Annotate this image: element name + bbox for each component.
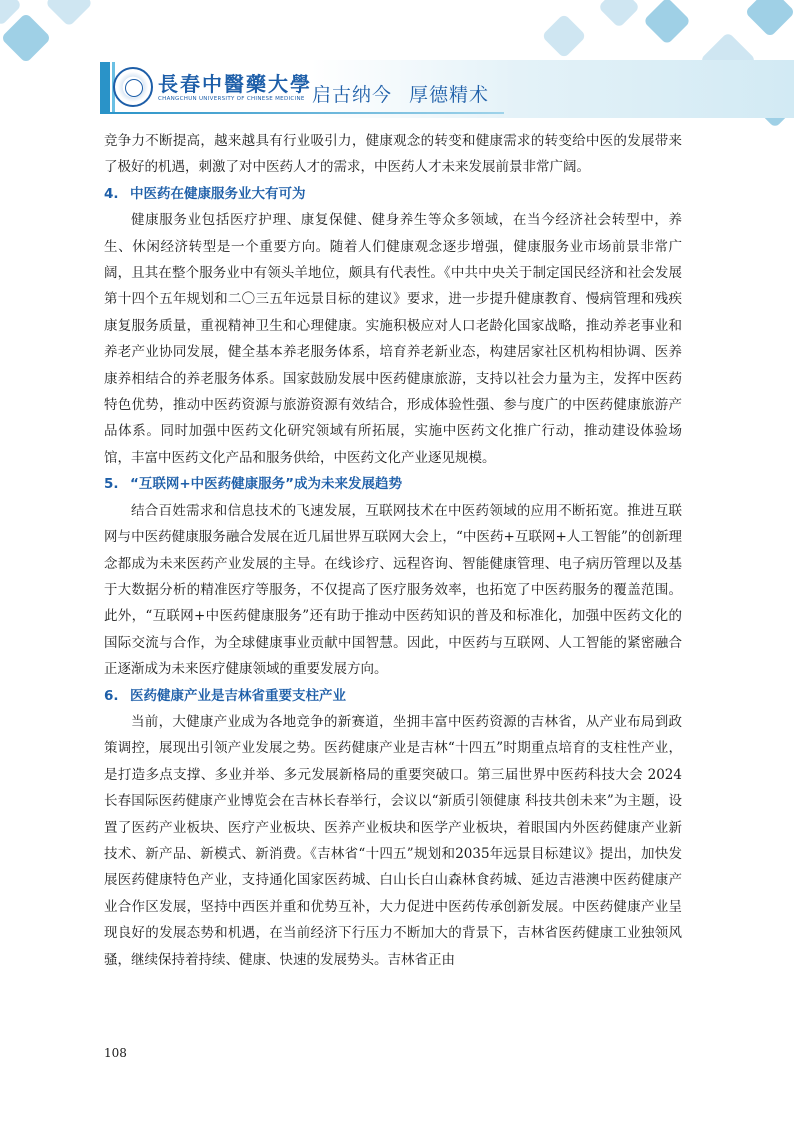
section-heading (104, 471, 682, 497)
section-title: 中医药在健康服务业大有可为 (130, 185, 306, 202)
section-number: 5. (104, 476, 119, 493)
section-title: 医药健康产业是吉林省重要支柱产业 (130, 687, 346, 704)
decor-tile (598, 0, 640, 28)
university-name: 長春中醫藥大學 (158, 72, 312, 96)
header-underline (104, 112, 504, 114)
paragraph: 健康服务业包括医疗护理、康复保健、健身养生等众多领域，在当今经济社会转型中，养生、休闲经济转型是一个重要方向。随着人们健康观念逐步增强，健康服务业市场前景非常广阔，且其在整个服务业中有领头羊地位，颇具有代表性。《中共中央关于制定国民经济和社会发展第十四个五年规划和二〇三五年远景目标的建议》要求，进一步提升健康教育、慢病管理和残疾康复服务质量，重视精神卫生和心理健康。实施积极应对人口老龄化国家战略，推动养老事业和养老产业协同发展，健全基本养老服务体系，培育养老新业态，构建居家社区机构相协调、医养康养相结合的养老服务体系。国家鼓励发展中医药健康旅游，支持以社会力量为主，发挥中医药特色优势，推动中医药资源与旅游资源有效结合，形成体验性强、参与度广的中医药健康旅游产品体系。同时加强中医药文化研究领域有所拓展，实施中医药文化推广行动，推动建设体验场馆，丰富中医药文化产品和服务供给，中医药文化产业逐见规模。 (104, 212, 682, 466)
paragraph: 结合百姓需求和信息技术的飞速发展，互联网技术在中医药领域的应用不断拓宽。推进互联网与中医药健康服务融合发展在近几届世界互联网大会上，“中医药+互联网+人工智能”的创新理念都成为未来医药产业发展的主导。在线诊疗、远程咨询、智能健康管理、电子病历管理以及基于大数据分析的精准医疗等服务，不仅提高了医疗服务效率，也拓宽了中医药服务的覆盖范围。此外，“互联网+中医药健康服务”还有助于推动中医药知识的普及和标准化，加强中医药文化的国际交流与合作，为全球健康事业贡献中国智慧。因此，中医药与互联网、人工智能的紧密融合正逐渐成为未来医疗健康领域的重要发展方向。 (104, 502, 682, 678)
university-name-en: CHANGCHUN UNIVERSITY OF CHINESE MEDICINE (158, 96, 305, 102)
page-number: 108 (104, 1046, 127, 1060)
header-stripe (100, 62, 110, 114)
section-heading (104, 181, 682, 207)
motto: 启古纳今 厚德精术 (312, 84, 490, 106)
decor-tile (45, 0, 93, 27)
university-seal-icon (113, 67, 153, 107)
section-heading (104, 683, 682, 709)
paragraph: 竞争力不断提高，越来越具有行业吸引力，健康观念的转变和健康需求的转变给中医的发展带来了极好的机遇，刺激了对中医药人才的需求，中医药人才未来发展前景非常广阔。 (104, 133, 682, 176)
document-body (104, 128, 682, 973)
section-number: 4. (104, 185, 119, 202)
section-number: 6. (104, 687, 119, 704)
decor-tile (1, 13, 52, 64)
section-title: “互联网+中医药健康服务”成为未来发展趋势 (130, 476, 403, 493)
paragraph: 当前，大健康产业成为各地竞争的新赛道，坐拥丰富中医药资源的吉林省，从产业布局到政策调控，展现出引领产业发展之势。医药健康产业是吉林“十四五”时期重点培育的支柱性产业，是打造多点支撑、多业并举、多元发展新格局的重要突破口。第三届世界中医药科技大会 2024 长春国际医药健康产业博览会在吉林长春举行，会议以“新质引领健康 科技共创未来”为主题，设置了医药产业板块、医疗产业板块、医养产业板块和医学产业板块，着眼国内外医药健康产业新技术、新产品、新模式、新消费。《吉林省“十四五”规划和2035年远景目标建议》提出，加快发展医药健康特色产业，支持通化国家医药城、白山长白山森林食药城、延边吉港澳中医药健康产业合作区发展，坚持中西医并重和优势互补，大力促进中医药传承创新发展。中医药健康产业呈现良好的发展态势和机遇，在当前经济下行压力不断加大的背景下，吉林省医药健康工业独领风骚，继续保持着持续、健康、快速的发展势头。吉林省正由 (104, 713, 682, 968)
decor-tile (643, 0, 691, 45)
decor-tile (541, 13, 586, 58)
decor-tile (745, 0, 794, 37)
